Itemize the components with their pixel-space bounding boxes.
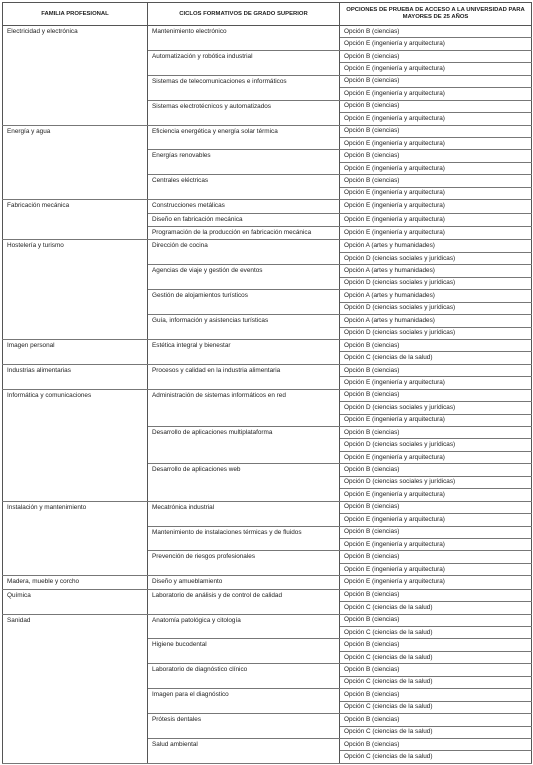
option-cell: Opción A (artes y humanidades) [340, 240, 532, 252]
option-cell: Opción B (ciencias) [340, 689, 532, 701]
option-cell: Opción B (ciencias) [340, 551, 532, 563]
option-cell: Opción A (artes y humanidades) [340, 265, 532, 277]
header-options: OPCIONES DE PRUEBA DE ACCESO A LA UNIVERSIDAD PARA MAYORES DE 25 AÑOS [340, 3, 532, 26]
cycle-cell: Energías renovables [148, 150, 340, 175]
cycle-cell: Centrales eléctricas [148, 175, 340, 200]
option-cell: Opción C (ciencias de la salud) [340, 676, 532, 688]
table-row [3, 240, 532, 252]
cycle-cell: Automatización y robótica industrial [148, 50, 340, 75]
table-row [3, 589, 532, 601]
option-cell: Opción B (ciencias) [340, 389, 532, 401]
option-cell: Opción E (ingeniería y arquitectura) [340, 113, 532, 125]
cycle-cell: Imagen para el diagnóstico [148, 689, 340, 714]
option-cell: Opción B (ciencias) [340, 339, 532, 351]
family-cell: Energía y agua [3, 125, 148, 200]
option-cell: Opción E (ingeniería y arquitectura) [340, 63, 532, 75]
option-cell: Opción E (ingeniería y arquitectura) [340, 451, 532, 463]
family-cell: Sanidad [3, 614, 148, 763]
option-cell: Opción C (ciencias de la salud) [340, 602, 532, 614]
cycle-cell: Laboratorio de diagnóstico clínico [148, 664, 340, 689]
cycle-cell: Mecatrónica industrial [148, 501, 340, 526]
option-cell: Opción D (ciencias sociales y jurídicas) [340, 439, 532, 451]
option-cell: Opción E (ingeniería y arquitectura) [340, 88, 532, 100]
cycle-cell: Laboratorio de análisis y de control de calidad [148, 589, 340, 614]
access-options-table [2, 2, 532, 764]
family-cell: Electricidad y electrónica [3, 26, 148, 126]
option-cell: Opción B (ciencias) [340, 639, 532, 651]
option-cell: Opción B (ciencias) [340, 589, 532, 601]
table-row [3, 339, 532, 351]
cycle-cell: Mantenimiento electrónico [148, 26, 340, 51]
option-cell: Opción B (ciencias) [340, 50, 532, 62]
option-cell: Opción E (ingeniería y arquitectura) [340, 162, 532, 174]
table-header-row [3, 3, 532, 26]
cycle-cell: Agencias de viaje y gestión de eventos [148, 265, 340, 290]
option-cell: Opción B (ciencias) [340, 464, 532, 476]
table-row [3, 614, 532, 626]
access-options-document [2, 2, 531, 764]
cycle-cell: Construcciones metálicas [148, 200, 340, 213]
family-cell: Imagen personal [3, 339, 148, 364]
table-row [3, 26, 532, 38]
cycle-cell: Sistemas de telecomunicaciones e informáticos [148, 75, 340, 100]
cycle-cell: Procesos y calidad en la industria alimentaria [148, 364, 340, 389]
family-cell: Química [3, 589, 148, 614]
option-cell: Opción B (ciencias) [340, 364, 532, 376]
table-row [3, 125, 532, 137]
table-body [3, 26, 532, 764]
option-cell: Opción B (ciencias) [340, 714, 532, 726]
option-cell: Opción B (ciencias) [340, 75, 532, 87]
cycle-cell: Sistemas electrotécnicos y automatizados [148, 100, 340, 125]
option-cell: Opción D (ciencias sociales y jurídicas) [340, 476, 532, 488]
cycle-cell: Salud ambiental [148, 738, 340, 763]
cycle-cell: Diseño y amueblamiento [148, 576, 340, 589]
cycle-cell: Estética integral y bienestar [148, 339, 340, 364]
option-cell: Opción B (ciencias) [340, 100, 532, 112]
cycle-cell: Programación de la producción en fabricación mecánica [148, 227, 340, 240]
family-cell: Informática y comunicaciones [3, 389, 148, 501]
cycle-cell: Administración de sistemas informáticos en red [148, 389, 340, 426]
option-cell: Opción E (ingeniería y arquitectura) [340, 576, 532, 589]
option-cell: Opción E (ingeniería y arquitectura) [340, 514, 532, 526]
cycle-cell: Prevención de riesgos profesionales [148, 551, 340, 576]
cycle-cell: Anatomía patológica y citología [148, 614, 340, 639]
option-cell: Opción B (ciencias) [340, 175, 532, 187]
option-cell: Opción B (ciencias) [340, 150, 532, 162]
option-cell: Opción B (ciencias) [340, 738, 532, 750]
option-cell: Opción D (ciencias sociales y jurídicas) [340, 277, 532, 289]
option-cell: Opción B (ciencias) [340, 664, 532, 676]
cycle-cell: Higiene bucodental [148, 639, 340, 664]
family-cell: Instalación y mantenimiento [3, 501, 148, 576]
cycle-cell: Diseño en fabricación mecánica [148, 213, 340, 226]
cycle-cell: Prótesis dentales [148, 714, 340, 739]
option-cell: Opción C (ciencias de la salud) [340, 701, 532, 713]
cycle-cell: Dirección de cocina [148, 240, 340, 265]
cycle-cell: Desarrollo de aplicaciones multiplataforma [148, 427, 340, 464]
option-cell: Opción E (ingeniería y arquitectura) [340, 227, 532, 240]
table-row [3, 364, 532, 376]
option-cell: Opción B (ciencias) [340, 125, 532, 137]
option-cell: Opción E (ingeniería y arquitectura) [340, 213, 532, 226]
option-cell: Opción B (ciencias) [340, 526, 532, 538]
table-row [3, 389, 532, 401]
option-cell: Opción A (artes y humanidades) [340, 290, 532, 302]
option-cell: Opción B (ciencias) [340, 427, 532, 439]
option-cell: Opción E (ingeniería y arquitectura) [340, 187, 532, 199]
cycle-cell: Gestión de alojamientos turísticos [148, 290, 340, 315]
table-row [3, 501, 532, 513]
cycle-cell: Eficiencia energética y energía solar térmica [148, 125, 340, 150]
option-cell: Opción E (ingeniería y arquitectura) [340, 137, 532, 149]
family-cell: Madera, mueble y corcho [3, 576, 148, 589]
table-row [3, 200, 532, 213]
option-cell: Opción C (ciencias de la salud) [340, 627, 532, 639]
option-cell: Opción B (ciencias) [340, 614, 532, 626]
option-cell: Opción D (ciencias sociales y jurídicas) [340, 402, 532, 414]
option-cell: Opción E (ingeniería y arquitectura) [340, 377, 532, 389]
option-cell: Opción E (ingeniería y arquitectura) [340, 538, 532, 550]
family-cell: Fabricación mecánica [3, 200, 148, 240]
option-cell: Opción B (ciencias) [340, 501, 532, 513]
option-cell: Opción E (ingeniería y arquitectura) [340, 414, 532, 426]
cycle-cell: Guía, información y asistencias turísticas [148, 315, 340, 340]
option-cell: Opción E (ingeniería y arquitectura) [340, 489, 532, 501]
option-cell: Opción E (ingeniería y arquitectura) [340, 563, 532, 575]
header-cycles: CICLOS FORMATIVOS DE GRADO SUPERIOR [148, 3, 340, 26]
option-cell: Opción E (ingeniería y arquitectura) [340, 38, 532, 50]
option-cell: Opción D (ciencias sociales y jurídicas) [340, 252, 532, 264]
option-cell: Opción B (ciencias) [340, 26, 532, 38]
option-cell: Opción D (ciencias sociales y jurídicas) [340, 327, 532, 339]
family-cell: Hostelería y turismo [3, 240, 148, 340]
header-family: FAMILIA PROFESIONAL [3, 3, 148, 26]
cycle-cell: Desarrollo de aplicaciones web [148, 464, 340, 501]
option-cell: Opción C (ciencias de la salud) [340, 726, 532, 738]
option-cell: Opción C (ciencias de la salud) [340, 651, 532, 663]
cycle-cell: Mantenimiento de instalaciones térmicas y de fluidos [148, 526, 340, 551]
option-cell: Opción A (artes y humanidades) [340, 315, 532, 327]
option-cell: Opción D (ciencias sociales y jurídicas) [340, 302, 532, 314]
family-cell: Industrias alimentarias [3, 364, 148, 389]
option-cell: Opción C (ciencias de la salud) [340, 352, 532, 364]
option-cell: Opción C (ciencias de la salud) [340, 751, 532, 763]
table-row [3, 576, 532, 589]
option-cell: Opción E (ingeniería y arquitectura) [340, 200, 532, 213]
